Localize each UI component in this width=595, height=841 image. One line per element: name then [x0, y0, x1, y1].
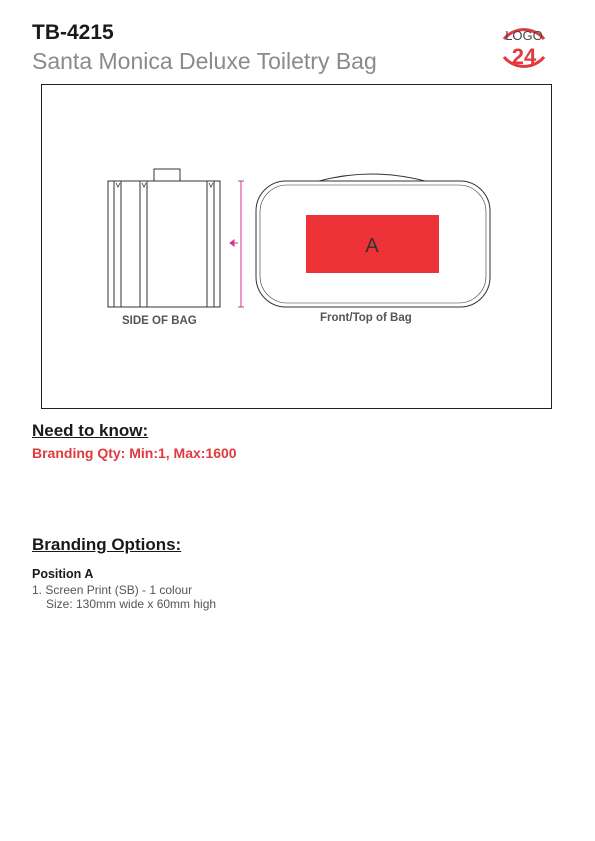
- position-a-title: Position A: [32, 567, 94, 581]
- branding-method-line: 1. Screen Print (SB) - 1 colour: [32, 583, 193, 597]
- print-area-label: A: [365, 235, 379, 257]
- side-view-drawing: [108, 169, 220, 307]
- branding-size-line: Size: 130mm wide x 60mm high: [46, 597, 217, 611]
- branding-qty-text: Branding Qty: Min:1, Max:1600: [32, 445, 237, 461]
- bag-drawing: [42, 85, 550, 407]
- product-code: TB-4215: [32, 21, 114, 44]
- technical-drawing-frame: [41, 84, 552, 409]
- logo-number: 24: [511, 44, 537, 69]
- logo24-logo: [494, 17, 554, 77]
- front-view-caption: Front/Top of Bag: [320, 312, 412, 324]
- product-name: Santa Monica Deluxe Toiletry Bag: [32, 48, 377, 74]
- height-dimension-marker: [230, 181, 244, 307]
- need-to-know-heading: Need to know:: [32, 421, 149, 440]
- side-view-caption: SIDE OF BAG: [122, 315, 197, 327]
- logo-word: LOGO: [505, 28, 543, 43]
- branding-options-heading: Branding Options:: [32, 535, 182, 554]
